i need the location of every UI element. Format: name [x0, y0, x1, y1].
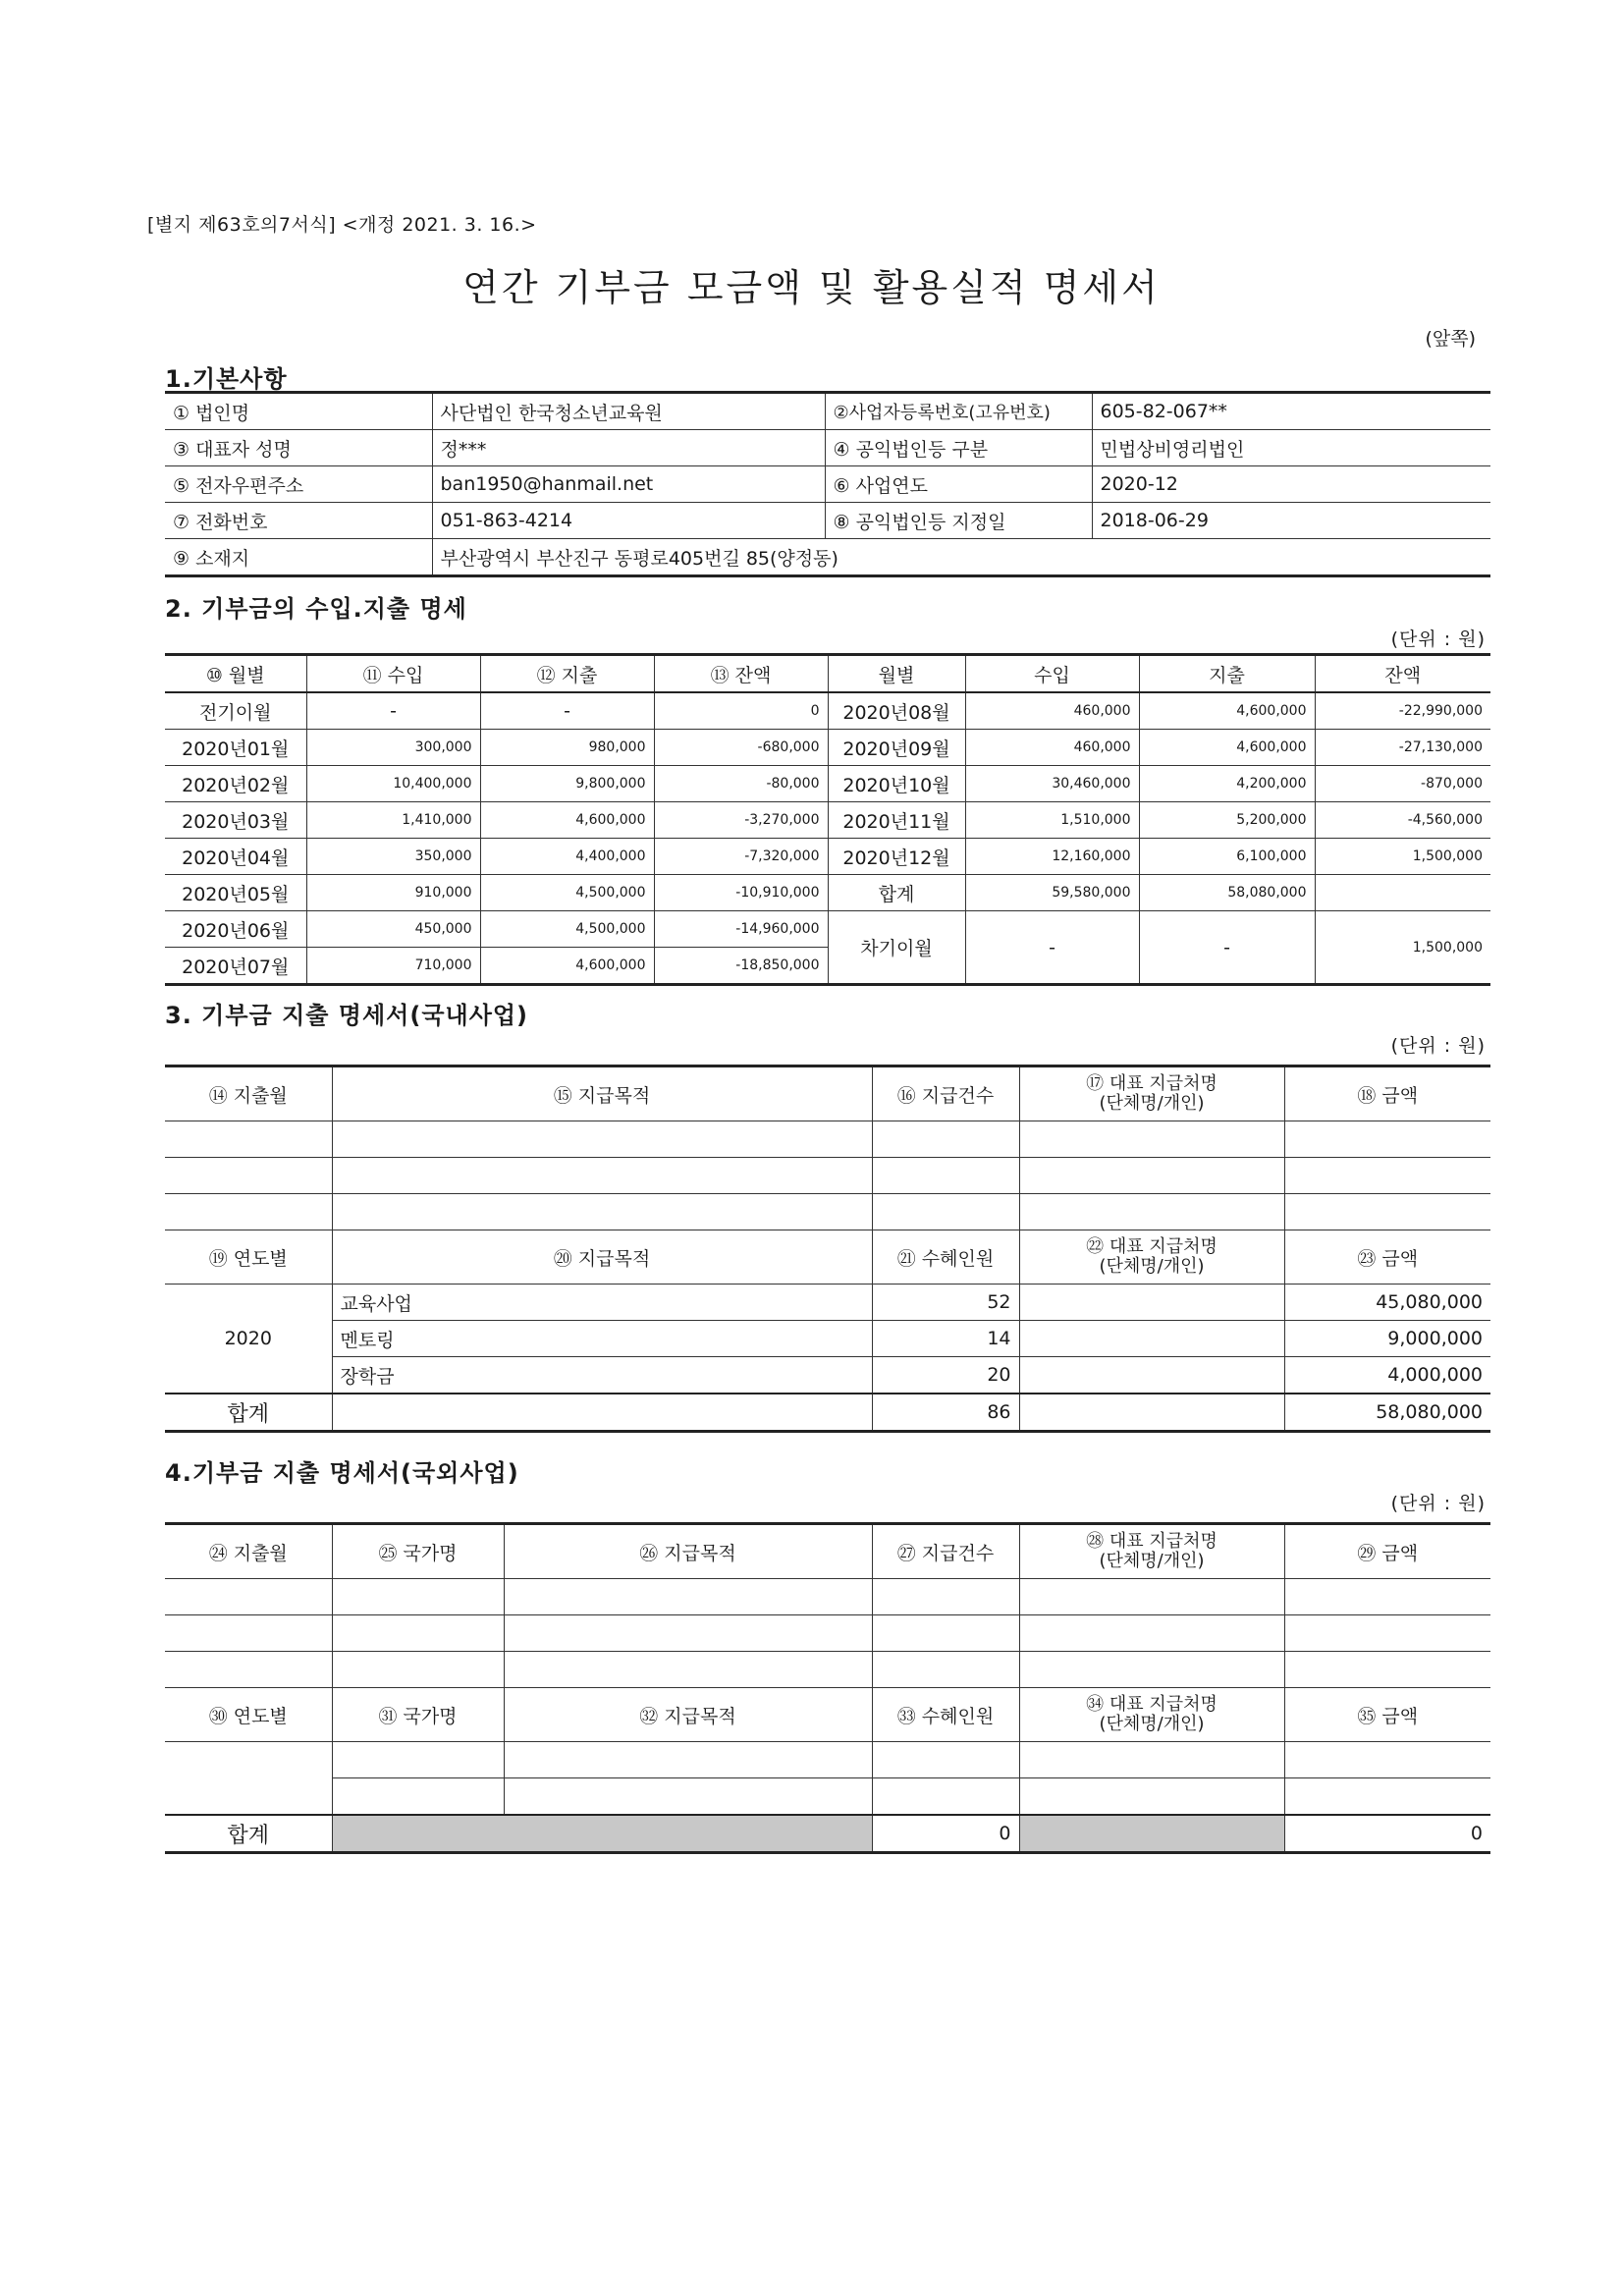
label-fiscal-year: ⑥ 사업연도: [825, 466, 1092, 503]
balance-cell: -870,000: [1315, 766, 1490, 802]
purpose-cell: 멘토링: [332, 1321, 872, 1357]
empty-cell: [872, 1121, 1019, 1158]
header-purpose: ㉖ 지급목적: [504, 1524, 872, 1579]
empty-cell: [872, 1778, 1019, 1816]
empty-cell: [504, 1778, 872, 1816]
table-row: [165, 692, 1490, 730]
shaded-cell: [1019, 1815, 1284, 1853]
income-cell: 12,160,000: [965, 839, 1139, 875]
table-row: [165, 875, 1490, 911]
total-count: 0: [872, 1815, 1019, 1853]
income-cell: 300,000: [306, 730, 480, 766]
header-expense-right: 지출: [1139, 655, 1315, 693]
header-pay-count: ㉗ 지급건수: [872, 1524, 1019, 1579]
header-income: ⑪ 수입: [306, 655, 480, 693]
value-reg-number: 605-82-067**: [1092, 393, 1490, 430]
header-amount: ㉓ 금액: [1284, 1230, 1490, 1285]
value-location: 부산광역시 부산진구 동평로405번길 85(양정동): [432, 539, 1490, 576]
balance-cell: -3,270,000: [654, 802, 828, 839]
table-header-row: [165, 1688, 1490, 1742]
header-income-right: 수입: [965, 655, 1139, 693]
expense-cell: 4,400,000: [480, 839, 654, 875]
empty-cell: [332, 1579, 504, 1615]
expense-cell: -: [480, 692, 654, 730]
label-location: ⑨ 소재지: [165, 539, 432, 576]
basic-info-table: [165, 391, 1490, 577]
monthly-table: [165, 653, 1490, 986]
header-balance-right: 잔액: [1315, 655, 1490, 693]
income-cell: 30,460,000: [965, 766, 1139, 802]
value-phone: 051-863-4214: [432, 503, 825, 539]
header-recipient-line1: ⑰ 대표 지급처명: [1086, 1073, 1217, 1094]
count-cell: 20: [872, 1357, 1019, 1394]
month-cell: 2020년04월: [165, 839, 306, 875]
month-cell: 2020년01월: [165, 730, 306, 766]
income-cell: 1,410,000: [306, 802, 480, 839]
total-amount: 0: [1284, 1815, 1490, 1853]
header-recipient-line2: (단체명/개인): [1099, 1551, 1205, 1571]
empty-cell: [1284, 1615, 1490, 1652]
section4-heading: 4.기부금 지출 명세서(국외사업): [165, 1459, 519, 1487]
empty-cell: [332, 1778, 504, 1816]
total-count: 86: [872, 1394, 1019, 1432]
empty-cell: [332, 1194, 872, 1230]
table-header-row: [165, 1066, 1490, 1121]
month-cell: 2020년02월: [165, 766, 306, 802]
table-row: [165, 503, 1490, 539]
empty-cell: [1284, 1194, 1490, 1230]
purpose-cell: 교육사업: [332, 1285, 872, 1321]
expense-cell: 4,600,000: [480, 802, 654, 839]
amount-cell: 45,080,000: [1284, 1285, 1490, 1321]
total-balance-cell: [1315, 875, 1490, 911]
section3-unit: (단위 : 원): [1390, 1035, 1486, 1057]
header-balance: ⑬ 잔액: [654, 655, 828, 693]
table-row: [165, 1778, 1490, 1816]
year-cell: 2020: [165, 1285, 332, 1394]
income-cell: 710,000: [306, 948, 480, 985]
empty-cell: [1284, 1778, 1490, 1816]
empty-cell: [504, 1742, 872, 1778]
month-cell: 2020년11월: [828, 802, 965, 839]
empty-cell: [1019, 1652, 1284, 1688]
total-expense-cell: 58,080,000: [1139, 875, 1315, 911]
table-row: [165, 766, 1490, 802]
header-purpose: ⑮ 지급목적: [332, 1066, 872, 1121]
count-cell: 52: [872, 1285, 1019, 1321]
value-email: ban1950@hanmail.net: [432, 466, 825, 503]
income-cell: 1,510,000: [965, 802, 1139, 839]
value-designation-date: 2018-06-29: [1092, 503, 1490, 539]
empty-cell: [872, 1194, 1019, 1230]
empty-cell: [1284, 1652, 1490, 1688]
balance-cell: -18,850,000: [654, 948, 828, 985]
empty-cell: [1019, 1394, 1284, 1432]
table-row: [165, 393, 1490, 430]
purpose-cell: 장학금: [332, 1357, 872, 1394]
header-expense: ⑫ 지출: [480, 655, 654, 693]
income-cell: 460,000: [965, 692, 1139, 730]
table-row: [165, 1615, 1490, 1652]
amount-cell: 9,000,000: [1284, 1321, 1490, 1357]
header-recipient: [1019, 1230, 1284, 1285]
expense-cell: 4,600,000: [1139, 730, 1315, 766]
balance-cell: -27,130,000: [1315, 730, 1490, 766]
table-row: [165, 802, 1490, 839]
table-row: [165, 1742, 1490, 1778]
value-representative: 정***: [432, 430, 825, 466]
recipient-cell: [1019, 1285, 1284, 1321]
month-cell: 2020년07월: [165, 948, 306, 985]
section3-heading: 3. 기부금 지출 명세서(국내사업): [165, 1002, 529, 1029]
value-corp-type: 민법상비영리법인: [1092, 430, 1490, 466]
value-corp-name: 사단법인 한국청소년교육원: [432, 393, 825, 430]
table-row: [165, 1158, 1490, 1194]
empty-cell: [872, 1742, 1019, 1778]
empty-cell: [332, 1158, 872, 1194]
empty-cell: [1019, 1158, 1284, 1194]
balance-cell: 0: [654, 692, 828, 730]
expense-cell: 980,000: [480, 730, 654, 766]
header-amount: ㉙ 금액: [1284, 1524, 1490, 1579]
table-row: [165, 1194, 1490, 1230]
carry-expense-cell: -: [1139, 911, 1315, 985]
empty-cell: [165, 1194, 332, 1230]
total-amount: 58,080,000: [1284, 1394, 1490, 1432]
month-cell: 2020년05월: [165, 875, 306, 911]
empty-cell: [1019, 1742, 1284, 1778]
empty-cell: [332, 1394, 872, 1432]
expense-cell: 4,600,000: [480, 948, 654, 985]
month-cell: 2020년09월: [828, 730, 965, 766]
empty-cell: [1284, 1579, 1490, 1615]
form-number: [별지 제63호의7서식] <개정 2021. 3. 16.>: [147, 214, 537, 236]
total-label: 합계: [165, 1394, 332, 1432]
balance-cell: -4,560,000: [1315, 802, 1490, 839]
month-cell: 2020년12월: [828, 839, 965, 875]
header-month-right: 월별: [828, 655, 965, 693]
total-label-cell: 합계: [828, 875, 965, 911]
header-recipient: [1019, 1066, 1284, 1121]
header-beneficiaries: ㉝ 수혜인원: [872, 1688, 1019, 1742]
total-income-cell: 59,580,000: [965, 875, 1139, 911]
table-row: [165, 466, 1490, 503]
balance-cell: -22,990,000: [1315, 692, 1490, 730]
empty-cell: [1019, 1579, 1284, 1615]
page-title: 연간 기부금 모금액 및 활용실적 명세서: [462, 266, 1161, 309]
empty-cell: [1019, 1778, 1284, 1816]
label-designation-date: ⑧ 공익법인등 지정일: [825, 503, 1092, 539]
empty-cell: [332, 1742, 504, 1778]
empty-cell: [1284, 1121, 1490, 1158]
expense-cell: 4,200,000: [1139, 766, 1315, 802]
expense-cell: 4,500,000: [480, 875, 654, 911]
table-row: [165, 730, 1490, 766]
empty-cell: [504, 1652, 872, 1688]
empty-cell: [504, 1579, 872, 1615]
month-cell: 2020년10월: [828, 766, 965, 802]
header-amount: ㉟ 금액: [1284, 1688, 1490, 1742]
table-row: [165, 911, 1490, 948]
domestic-table: [165, 1065, 1490, 1433]
header-year: ⑲ 연도별: [165, 1230, 332, 1285]
section4-unit: (단위 : 원): [1390, 1493, 1486, 1514]
empty-cell: [165, 1579, 332, 1615]
income-cell: 350,000: [306, 839, 480, 875]
empty-cell: [872, 1579, 1019, 1615]
header-recipient: [1019, 1524, 1284, 1579]
empty-cell: [165, 1615, 332, 1652]
label-email: ⑤ 전자우편주소: [165, 466, 432, 503]
balance-cell: -14,960,000: [654, 911, 828, 948]
section2-heading: 2. 기부금의 수입.지출 명세: [165, 595, 467, 623]
empty-cell: [872, 1158, 1019, 1194]
recipient-cell: [1019, 1321, 1284, 1357]
label-corp-type: ④ 공익법인등 구분: [825, 430, 1092, 466]
header-purpose: ㉜ 지급목적: [504, 1688, 872, 1742]
balance-cell: -80,000: [654, 766, 828, 802]
income-cell: 910,000: [306, 875, 480, 911]
month-cell: 전기이월: [165, 692, 306, 730]
section1-heading: 1.기본사항: [165, 365, 288, 393]
expense-cell: 5,200,000: [1139, 802, 1315, 839]
section2-unit: (단위 : 원): [1390, 629, 1486, 650]
count-cell: 14: [872, 1321, 1019, 1357]
month-cell: 2020년06월: [165, 911, 306, 948]
table-header-row: [165, 1524, 1490, 1579]
table-header-row: [165, 655, 1490, 693]
empty-cell: [872, 1615, 1019, 1652]
carry-balance-cell: 1,500,000: [1315, 911, 1490, 985]
year-cell: [165, 1742, 332, 1816]
total-row: [165, 1815, 1490, 1853]
balance-cell: -680,000: [654, 730, 828, 766]
balance-cell: 1,500,000: [1315, 839, 1490, 875]
month-cell: 2020년03월: [165, 802, 306, 839]
empty-cell: [1019, 1121, 1284, 1158]
empty-cell: [165, 1652, 332, 1688]
header-spend-month: ⑭ 지출월: [165, 1066, 332, 1121]
empty-cell: [1019, 1194, 1284, 1230]
value-fiscal-year: 2020-12: [1092, 466, 1490, 503]
balance-cell: -7,320,000: [654, 839, 828, 875]
empty-cell: [165, 1121, 332, 1158]
empty-cell: [1284, 1158, 1490, 1194]
carry-income-cell: -: [965, 911, 1139, 985]
table-row: [165, 1121, 1490, 1158]
income-cell: 460,000: [965, 730, 1139, 766]
page-side-label: (앞쪽): [1425, 328, 1476, 350]
header-pay-count: ⑯ 지급건수: [872, 1066, 1019, 1121]
header-amount: ⑱ 금액: [1284, 1066, 1490, 1121]
balance-cell: -10,910,000: [654, 875, 828, 911]
header-year: ㉚ 연도별: [165, 1688, 332, 1742]
label-phone: ⑦ 전화번호: [165, 503, 432, 539]
expense-cell: 4,600,000: [1139, 692, 1315, 730]
foreign-table: [165, 1522, 1490, 1854]
header-recipient-line2: (단체명/개인): [1099, 1714, 1205, 1734]
table-row: [165, 539, 1490, 576]
label-reg-number: ②사업자등록번호(고유번호): [825, 393, 1092, 430]
header-country: ㉕ 국가명: [332, 1524, 504, 1579]
month-cell: 2020년08월: [828, 692, 965, 730]
expense-cell: 9,800,000: [480, 766, 654, 802]
label-representative: ③ 대표자 성명: [165, 430, 432, 466]
expense-cell: 6,100,000: [1139, 839, 1315, 875]
table-row: [165, 430, 1490, 466]
empty-cell: [165, 1158, 332, 1194]
header-recipient-line1: ㉒ 대표 지급처명: [1086, 1236, 1217, 1257]
table-row: [165, 1357, 1490, 1394]
recipient-cell: [1019, 1357, 1284, 1394]
shaded-cell: [332, 1815, 872, 1853]
table-row: [165, 839, 1490, 875]
header-month: ⑩ 월별: [165, 655, 306, 693]
empty-cell: [1019, 1615, 1284, 1652]
header-recipient-line1: ㉞ 대표 지급처명: [1086, 1694, 1217, 1715]
table-row: [165, 1321, 1490, 1357]
income-cell: 450,000: [306, 911, 480, 948]
empty-cell: [872, 1652, 1019, 1688]
empty-cell: [332, 1121, 872, 1158]
header-spend-month: ㉔ 지출월: [165, 1524, 332, 1579]
header-beneficiaries: ㉑ 수혜인원: [872, 1230, 1019, 1285]
table-row: [165, 1652, 1490, 1688]
header-purpose: ⑳ 지급목적: [332, 1230, 872, 1285]
empty-cell: [332, 1615, 504, 1652]
header-country: ㉛ 국가명: [332, 1688, 504, 1742]
expense-cell: 4,500,000: [480, 911, 654, 948]
table-row: [165, 1579, 1490, 1615]
header-recipient-line2: (단체명/개인): [1099, 1093, 1205, 1114]
amount-cell: 4,000,000: [1284, 1357, 1490, 1394]
total-label: 합계: [165, 1815, 332, 1853]
income-cell: 10,400,000: [306, 766, 480, 802]
table-row: [165, 1285, 1490, 1321]
total-row: [165, 1394, 1490, 1432]
empty-cell: [504, 1615, 872, 1652]
table-header-row: [165, 1230, 1490, 1285]
label-corp-name: ① 법인명: [165, 393, 432, 430]
empty-cell: [332, 1652, 504, 1688]
income-cell: -: [306, 692, 480, 730]
carry-label-cell: 차기이월: [828, 911, 965, 985]
header-recipient-line2: (단체명/개인): [1099, 1256, 1205, 1277]
header-recipient: [1019, 1688, 1284, 1742]
empty-cell: [1284, 1742, 1490, 1778]
header-recipient-line1: ㉘ 대표 지급처명: [1086, 1531, 1217, 1552]
